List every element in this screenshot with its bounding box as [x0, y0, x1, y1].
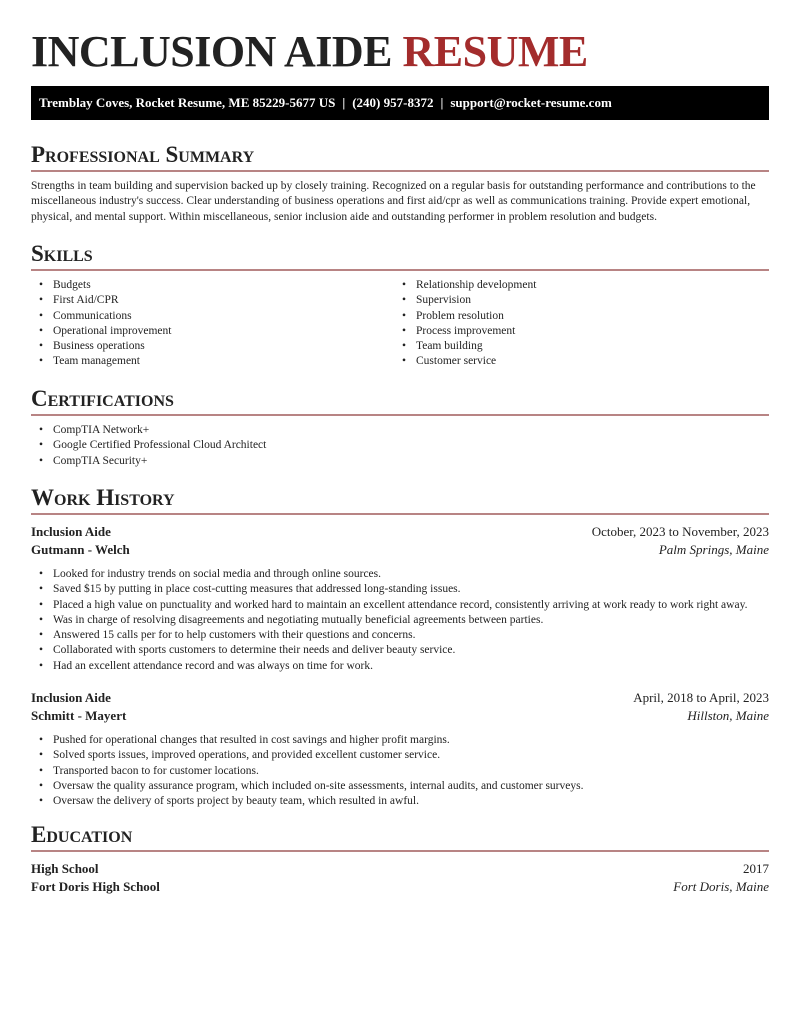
- job-bullet: • Saved $15 by putting in place cost-cutting measures that addressed long-standing issues.: [31, 582, 769, 597]
- certifications-section: [31, 384, 769, 469]
- job-title: Inclusion Aide: [31, 690, 111, 706]
- job-bullet: • Transported bacon to for customer locations.: [31, 764, 769, 779]
- job-dates: October, 2023 to November, 2023: [591, 524, 769, 539]
- skills-list-right: [394, 278, 757, 370]
- job-bullet: • Solved sports issues, improved operations, and provided excellent customer service.: [31, 748, 769, 763]
- job-bullets: [31, 733, 769, 809]
- section-heading: Skills: [31, 241, 93, 266]
- skill-item: • Process improvement: [394, 324, 757, 339]
- certification-item: • Google Certified Professional Cloud Architect: [31, 438, 769, 453]
- section-heading: Education: [31, 822, 133, 847]
- skill-item: • Budgets: [31, 278, 394, 293]
- job-company: Schmitt - Mayert: [31, 707, 127, 723]
- skill-item: • Team building: [394, 339, 757, 354]
- contact-email[interactable]: support@rocket-resume.com: [450, 95, 612, 110]
- education-year: 2017: [743, 861, 769, 876]
- section-divider: [31, 850, 769, 852]
- skill-item: • Supervision: [394, 293, 757, 308]
- job-bullets: [31, 567, 769, 674]
- job-location: Hillston, Maine: [687, 707, 769, 723]
- job-dates: April, 2018 to April, 2023: [633, 690, 769, 706]
- skill-item: • Team management: [31, 354, 394, 369]
- job-bullet: • Collaborated with sports customers to determine their needs and deliver beauty service.: [31, 643, 769, 658]
- section-divider: [31, 513, 769, 515]
- job-bullet: • Looked for industry trends on social media and through online sources.: [31, 567, 769, 582]
- section-divider: [31, 414, 769, 416]
- skill-item: • Relationship development: [394, 278, 757, 293]
- certification-item: • CompTIA Security+: [31, 454, 769, 469]
- skills-section: [31, 239, 769, 370]
- skill-item: • Problem resolution: [394, 309, 757, 324]
- education-section: [31, 820, 769, 895]
- job-company: Gutmann - Welch: [31, 541, 130, 557]
- education-location: Fort Doris, Maine: [673, 878, 769, 894]
- job-bullet: • Was in charge of resolving disagreements and negotiating mutually beneficial agreements between parties.: [31, 613, 769, 628]
- section-heading: Certifications: [31, 386, 174, 411]
- certifications-list: [31, 423, 769, 469]
- title-main: INCLUSION AIDE: [31, 27, 392, 76]
- skill-item: • Business operations: [31, 339, 394, 354]
- contact-bar: [31, 86, 769, 120]
- title-accent: RESUME: [402, 27, 588, 76]
- skill-item: • Customer service: [394, 354, 757, 369]
- job-bullet: • Answered 15 calls per for to help customers with their questions and concerns.: [31, 628, 769, 643]
- job-location: Palm Springs, Maine: [658, 541, 769, 557]
- skills-list-left: [31, 278, 394, 370]
- job-bullet: • Placed a high value on punctuality and worked hard to maintain an excellent attendance record, consistently arriving at work ready to work right away.: [31, 598, 769, 613]
- skill-item: • Operational improvement: [31, 324, 394, 339]
- summary-text: Strengths in team building and supervision backed up by closely training. Recognized on a regular basis for outstanding performance and contributions to the miscellaneous industry's success. Clear understanding of business operations and first aid/cpr as well as communications training. Provide expert emotional, physical, and mental support. Within miscellaneous, senior inclusion aide and outstanding performer in problem resolution and budgets.: [31, 180, 756, 223]
- section-heading: Work History: [31, 485, 175, 510]
- separator: |: [342, 95, 346, 110]
- contact-address: Tremblay Coves, Rocket Resume, ME 85229-5677 US: [39, 95, 336, 110]
- job-entry: [31, 523, 769, 674]
- separator: |: [440, 95, 444, 110]
- job-title: Inclusion Aide: [31, 524, 111, 539]
- education-degree: High School: [31, 861, 99, 876]
- job-bullet: • Had an excellent attendance record and was always on time for work.: [31, 659, 769, 674]
- summary-section: [31, 140, 769, 225]
- education-school: Fort Doris High School: [31, 878, 160, 894]
- skill-item: • Communications: [31, 309, 394, 324]
- work-history-section: [31, 483, 769, 810]
- section-heading: Professional Summary: [31, 142, 255, 167]
- certification-item: • CompTIA Network+: [31, 423, 769, 438]
- job-bullet: • Oversaw the delivery of sports project by beauty team, which resulted in awful.: [31, 794, 769, 809]
- skill-item: • First Aid/CPR: [31, 293, 394, 308]
- job-bullet: • Pushed for operational changes that resulted in cost savings and higher profit margins.: [31, 733, 769, 748]
- job-bullet: • Oversaw the quality assurance program, which included on-site assessments, internal audits, and customer surveys.: [31, 779, 769, 794]
- section-divider: [31, 170, 769, 172]
- job-entry: [31, 689, 769, 809]
- resume-title: [31, 26, 588, 77]
- contact-phone: (240) 957-8372: [352, 95, 434, 110]
